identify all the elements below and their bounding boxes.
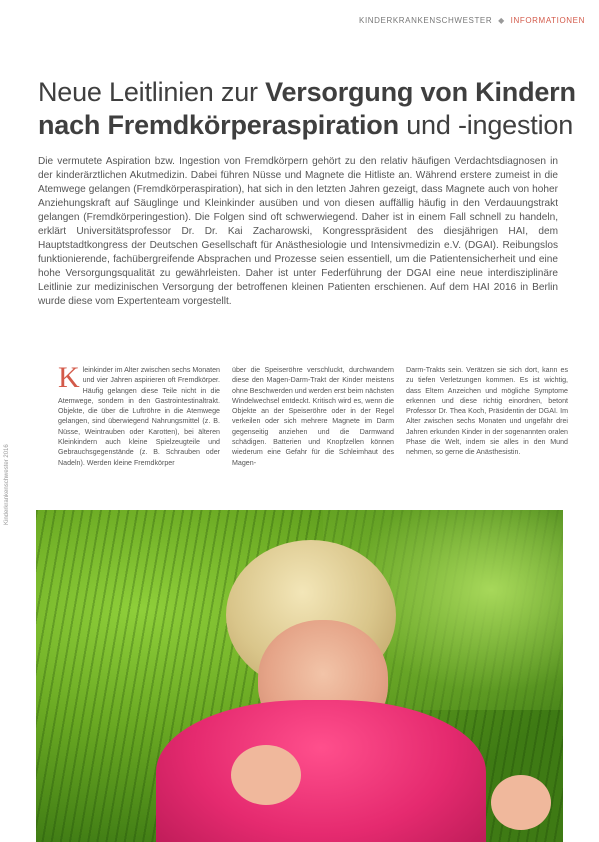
publication-name: KINDERKRANKENSCHWESTER <box>359 16 493 25</box>
child-photo <box>36 510 563 842</box>
running-header <box>359 16 585 25</box>
body-column-1 <box>58 361 220 468</box>
photo-child-jacket <box>156 700 486 842</box>
body-column-3: Darm-Trakts sein. Verätzen sie sich dort, kann es zu tiefen Verletzungen kommen. Es ist wichtig, dass Eltern Anzeichen und mögliche Symptome erkennen und diese richtig einordnen, betont Professor Dr. Thea Koch, Präsidentin der DGAI. Im Alter zwischen sechs Monaten und ungefähr drei Jahren erkunden Kinder in der sogenannten oralen Phase die Welt, indem sie alles in den Mund nehmen, so gerne die Anästhesistin. <box>406 366 568 457</box>
article-lead: Die vermutete Aspiration bzw. Ingestion von Fremdkörpern gehört zu den relativ häufigen Verdachtsdiagnosen in der kinderärztlichen Akutmedizin. Dabei führen Nüsse und Magnete die Hitliste an. Während erstere zumeist in die Atemwege gelangen (Fremdkörperaspiration), hat sich in den letzten Jahren gezeigt, dass Magnete auch von hoher Anziehungskraft auf Säuglinge und Kleinkinder ausüben und von diesen auffällig häufig in den Verdauungstrakt gelangen (Fremdkörperingestion). Die Folgen sind oft schwerwiegend. Daher ist in einem Fall schnell zu handeln, erklärt Universitätsprofessor Dr. Dr. Kai Zacharowski, Kongresspräsident des diesjährigen HAI, dem Hauptstadtkongress der Deutschen Gesellschaft für Anästhesiologie und Intensivmedizin e.V. (DGAI). Reibungslos funktionierende, fachübergreifende Absprachen und Prozesse seien essentiell, um die Patientensicherheit und eine hohe Versorgungsqualität zu gewährleisten. Daher ist unter Federführung der DGAI eine neue interdisziplinäre Leitlinie zur medizinischen Versorgung der betroffenen kleinen Patienten erschienen. Auf dem HAI 2016 in Berlin wurde diese vom Expertenteam vorgestellt. <box>38 156 558 307</box>
side-running-label: Kinderkrankenschwester 2016 <box>4 444 10 525</box>
title-part-2: Versorgung von Kindern <box>265 77 576 107</box>
title-part-1: Neue Leitlinien zur <box>38 77 266 107</box>
photo-child-hand-left <box>231 745 301 805</box>
section-name: INFORMATIONEN <box>510 16 585 25</box>
title-part-3: nach Fremdkörperaspiration <box>38 110 399 140</box>
article-title <box>38 76 578 142</box>
body-column-1-text: leinkinder im Alter zwischen sechs Monaten und vier Jahren aspirieren oft Fremdkörper. Häufig gelangen diese Teile nicht in die Atemwege, sondern in den Gastrointestinaltrakt. Objekte, die über die Luftröhre in die Atemwege gelangen, sind überwiegend Nahrungsmittel (z. B. Nüsse, Weintrauben oder Karotten), bei älteren Kleinkindern auch kleine Spielzeugteile und Gebrauchsgegenstände (z. B. Schrauben oder Nadeln). Werden kleine Fremdkörper <box>58 366 220 467</box>
photo-child-hand-right <box>491 775 551 830</box>
header-separator-icon: ◆ <box>498 16 505 25</box>
drop-cap: K <box>58 361 80 394</box>
article-body <box>58 361 568 468</box>
title-part-4: und -ingestion <box>398 110 574 140</box>
body-column-2: über die Speiseröhre verschluckt, durchwandern diese den Magen-Darm-Trakt der Kinder meistens ohne Beschwerden und werden erst beim nächsten Windelwechsel entdeckt. Kritisch wird es, wenn die Objekte an der Speiseröhre oder in der Regel verkeilen oder sich mehrere Magnete im Darm gegenseitig anziehen und die Darmwand schädigen. Batterien und Knopfzellen können wiederum eine Gefahr für die Schleimhaut des Magen- <box>232 366 394 467</box>
